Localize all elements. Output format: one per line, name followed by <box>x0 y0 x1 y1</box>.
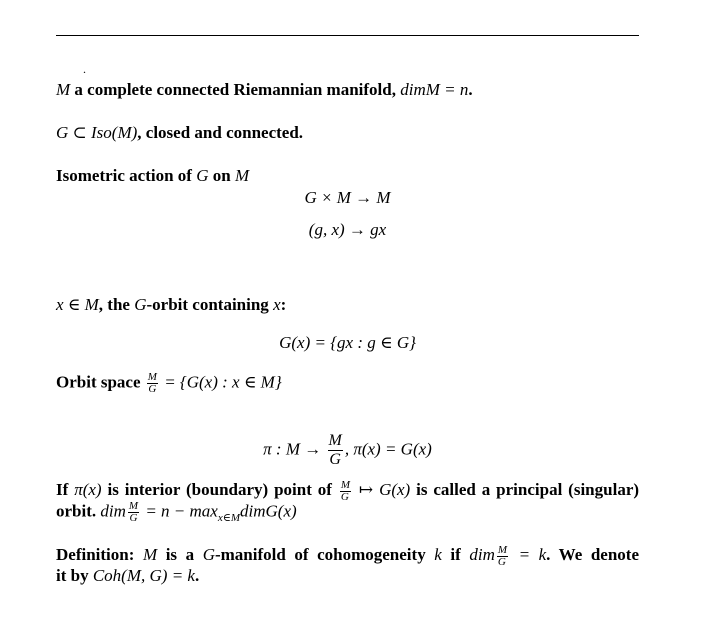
equation-map1 <box>56 188 639 208</box>
frac-den: G <box>129 512 138 524</box>
frac-num: M <box>497 543 508 556</box>
text-if: if <box>441 545 470 564</box>
text-closed-connected: , closed and connected. <box>137 123 304 142</box>
math-dim: dim <box>469 545 495 564</box>
text-the: , the <box>98 295 135 314</box>
fraction-M-over-G <box>147 372 158 395</box>
text-if: If <box>56 480 75 499</box>
paragraph-group <box>56 123 303 143</box>
text-definition: Definition: <box>56 545 135 564</box>
paragraph-definition-line1 <box>56 544 639 568</box>
text-manifold: a complete connected Riemannian manifold, <box>70 80 401 99</box>
paragraph-orbit <box>56 295 286 315</box>
paragraph-principal-line1 <box>56 479 639 503</box>
math-orbit-space-eq: = {G(x) : x ∈ M} <box>159 372 282 392</box>
text-it-by: it by <box>56 566 93 585</box>
text-orbit: orbit. <box>56 501 101 521</box>
text-orbit-containing: -orbit containing <box>146 295 274 314</box>
period: . <box>468 80 473 99</box>
period: . <box>194 566 200 585</box>
paragraph-principal-line2 <box>56 501 297 528</box>
text-orbit-space: Orbit space <box>56 372 145 392</box>
math-coh: Coh(M, G) = k <box>92 566 195 585</box>
top-rule <box>56 35 639 36</box>
text-is-a: is a <box>157 545 203 564</box>
frac-num: M <box>128 500 139 512</box>
math-dimGx: dimG(x) <box>240 501 297 521</box>
text-on: on <box>208 166 235 185</box>
text-we-denote: . We denote <box>546 545 640 564</box>
math-map2: (g, x) → gx <box>308 220 387 239</box>
frac-num: M <box>147 371 157 383</box>
colon: : <box>280 295 287 314</box>
text-interior: is interior (boundary) point of <box>101 480 338 499</box>
math-subscript: x∈M <box>217 511 241 524</box>
text-principal: is called a principal (singular) <box>410 480 640 499</box>
math-G: G <box>134 295 147 314</box>
fraction-M-over-G <box>497 545 508 568</box>
fraction-M-over-G <box>128 501 139 524</box>
math-k: k <box>434 545 442 564</box>
paragraph-action <box>56 166 249 186</box>
stray-dot: . <box>83 62 86 76</box>
equation-map2 <box>56 220 639 240</box>
math-pi-rhs: , π(x) = G(x) <box>344 439 432 459</box>
frac-den: G <box>329 451 341 468</box>
equation-orbit <box>56 333 639 353</box>
fraction-M-over-G-large <box>328 432 343 469</box>
math-eq-k: = k <box>510 545 547 564</box>
paragraph-orbit-space <box>56 372 282 395</box>
equation-projection <box>56 432 639 469</box>
frac-num: M <box>328 432 342 449</box>
text-cohomogeneity: -manifold of cohomogeneity <box>214 545 435 564</box>
math-dim: dimM = n <box>400 80 469 99</box>
math-orbit-eq: G(x) = {gx : g ∈ G} <box>279 333 416 352</box>
math-group: G ⊂ Iso(M) <box>56 123 138 142</box>
math-pi-lhs: π : M → <box>263 439 326 459</box>
math-dim: dim <box>100 501 126 521</box>
frac-den: G <box>497 555 506 568</box>
paragraph-manifold <box>56 80 473 100</box>
fraction-M-over-G <box>340 480 351 503</box>
math-G: G <box>196 166 209 185</box>
math-x-in-M: x ∈ M <box>56 295 99 314</box>
math-map1: G × M → M <box>304 188 391 207</box>
math-x: x <box>273 295 281 314</box>
math-G: G <box>202 545 215 564</box>
frac-den: G <box>148 383 157 395</box>
text-isometric: Isometric action of <box>56 166 197 185</box>
paragraph-definition-line2 <box>56 566 199 586</box>
frac-num: M <box>340 478 351 491</box>
math-maps-to: ↦ G(x) <box>353 480 411 499</box>
math-pi-x: π(x) <box>74 480 102 499</box>
math-M: M <box>234 166 250 185</box>
frac-den: G <box>340 490 349 503</box>
math-M: M <box>56 80 71 99</box>
math-M: M <box>142 545 158 564</box>
math-eq-max: = n − max <box>141 501 218 521</box>
